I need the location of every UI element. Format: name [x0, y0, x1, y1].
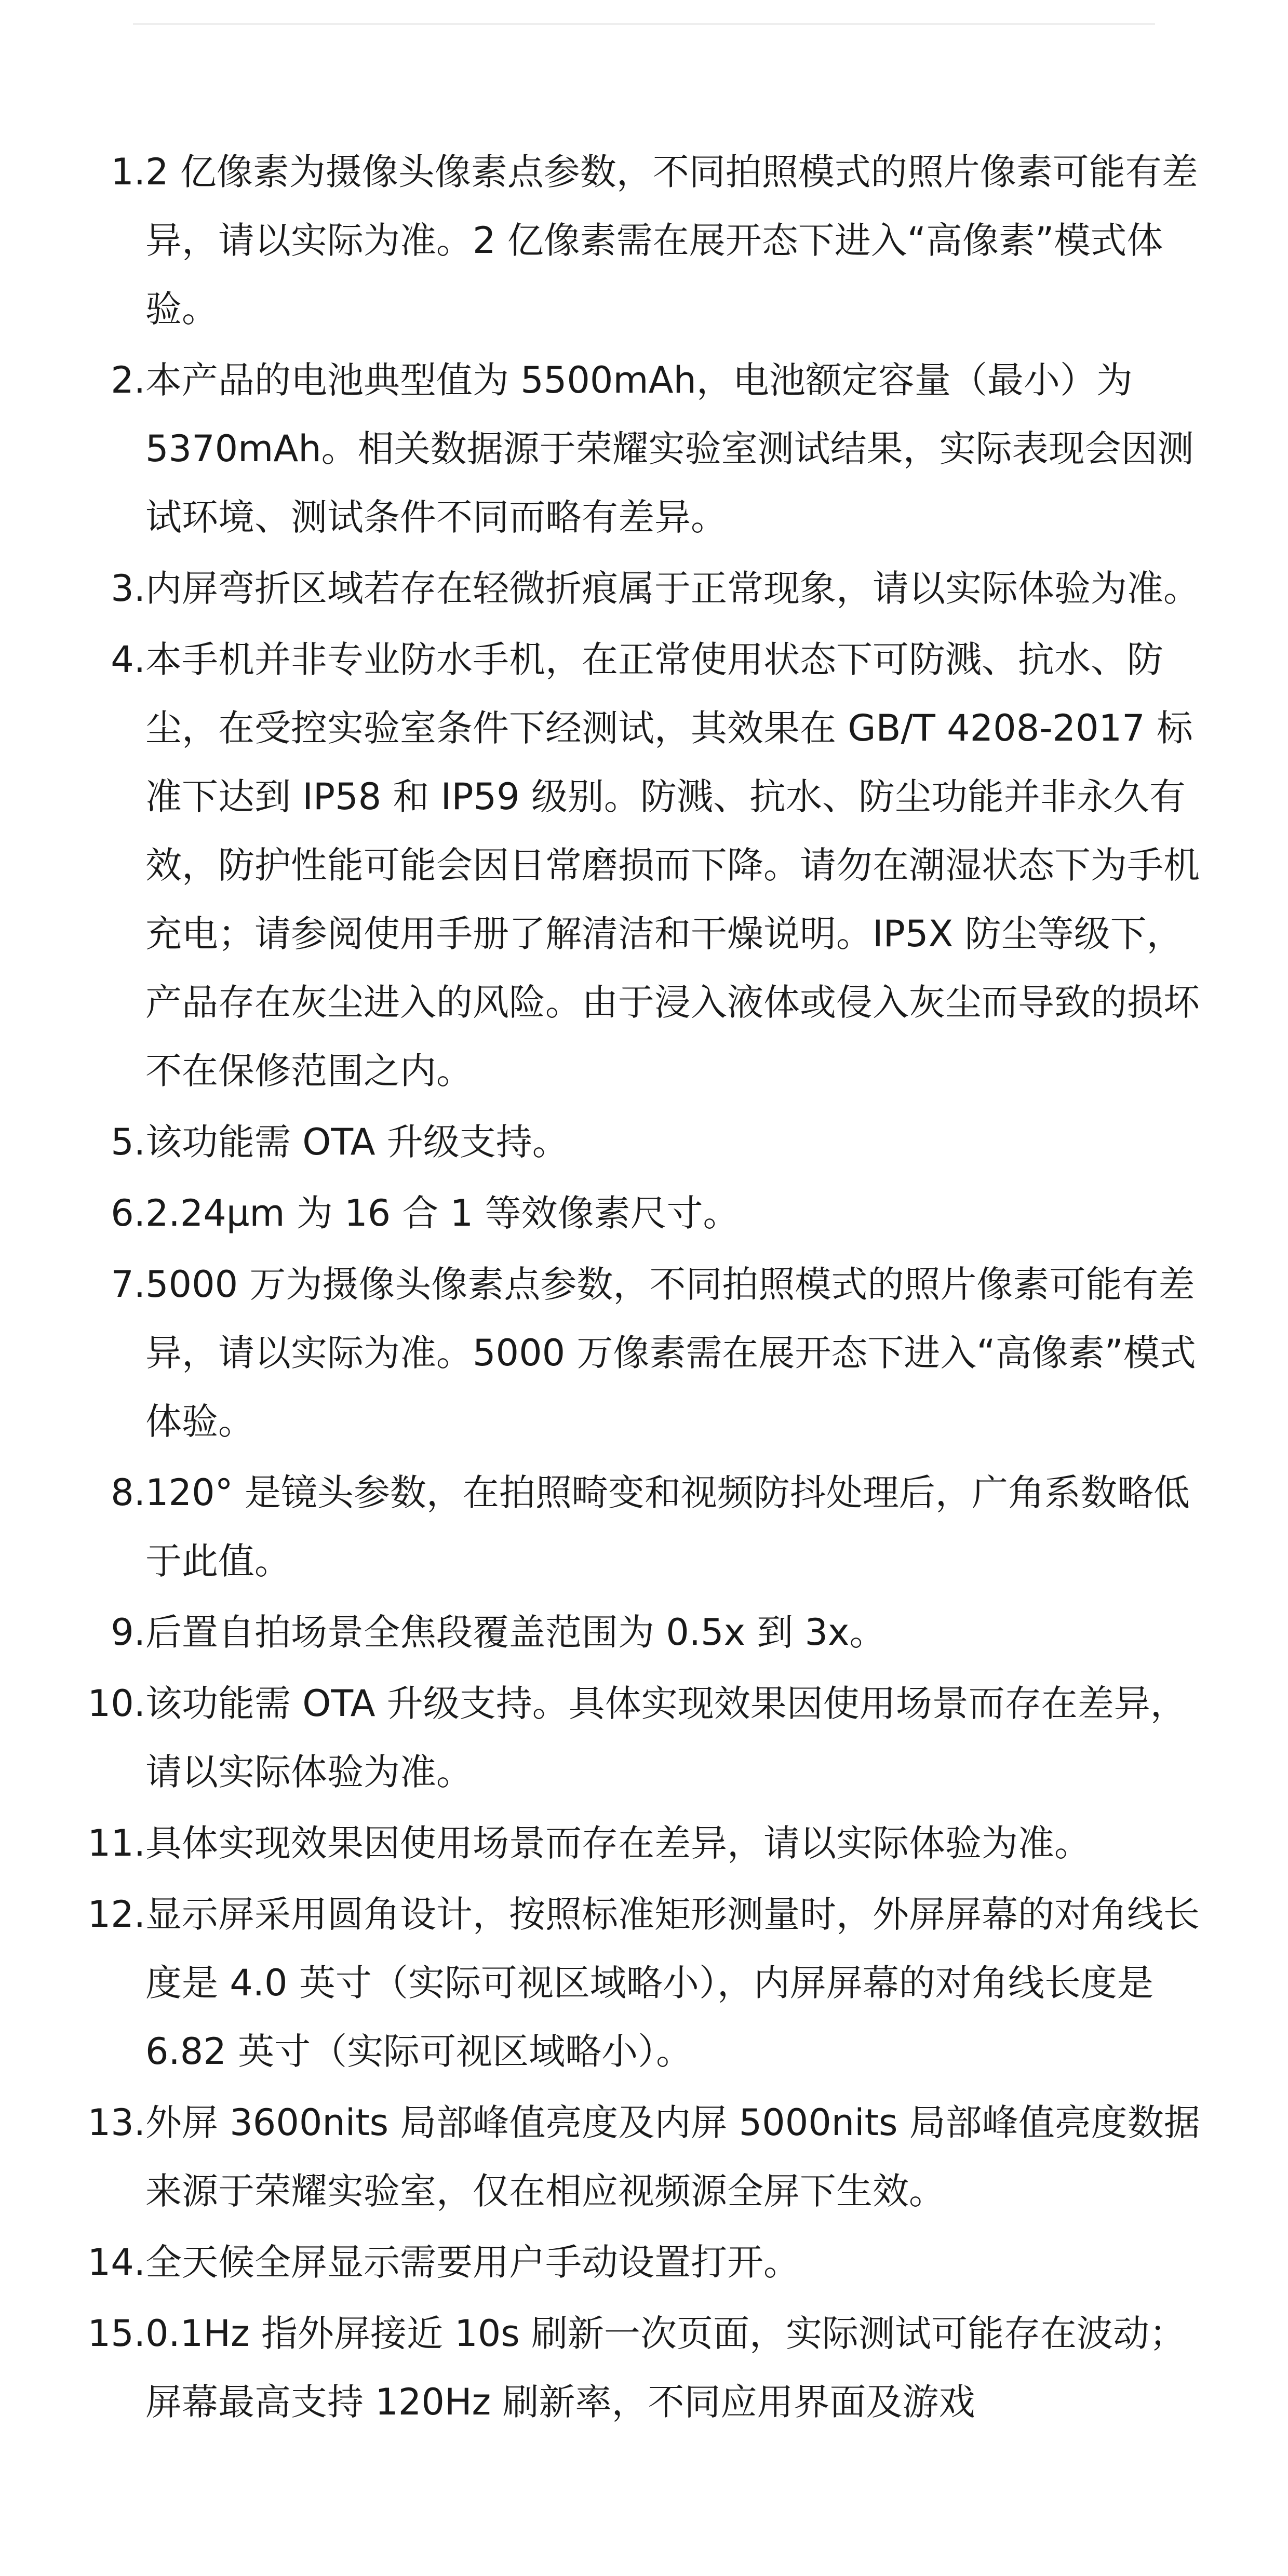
footnote-item	[0, 1809, 1288, 1877]
footnote-item	[0, 1179, 1288, 1247]
footnote-text: 后置自拍场景全焦段覆盖范围为 0.5x 到 3x。	[145, 1611, 886, 1654]
footnote-text: 2 亿像素为摄像头像素点参数，不同拍照模式的照片像素可能有差异，请以实际为准。2 亿像素需在展开态下进入“高像素”模式体验。	[145, 151, 1198, 330]
footnotes-list	[0, 138, 1288, 2439]
footnote-number: 13.	[87, 2101, 145, 2144]
footnote-item	[0, 1250, 1288, 1456]
footnote-item	[0, 1108, 1288, 1176]
footnote-item	[0, 1880, 1288, 2086]
footnote-text: 0.1Hz 指外屏接近 10s 刷新一次页面，实际测试可能存在波动；屏幕最高支持 120Hz 刷新率，不同应用界面及游戏	[145, 2312, 1186, 2423]
footnote-item	[0, 2088, 1288, 2225]
footnote-number: 6.	[111, 1192, 145, 1235]
footnote-item	[0, 625, 1288, 1105]
footnote-number: 7.	[111, 1263, 145, 1306]
footnote-number: 10.	[87, 1682, 145, 1725]
footnote-text: 本手机并非专业防水手机，在正常使用状态下可防溅、抗水、防尘，在受控实验室条件下经测试，其效果在 GB/T 4208-2017 标准下达到 IP58 和 IP59 级别。防溅、抗水、防尘功能并非永久有效，防护性能可能会因日常磨损而下降。请勿在潮湿状态下为手机充电；请参阅使用手册了解清洁和干燥说明。IP5X 防尘等级下，产品存在灰尘进入的风险。由于浸入液体或侵入灰尘而导致的损坏不在保修范围之内。	[145, 638, 1200, 1092]
footnote-number: 3.	[111, 567, 145, 610]
footnote-text: 本产品的电池典型值为 5500mAh，电池额定容量（最小）为 5370mAh。相关数据源于荣耀实验室测试结果，实际表现会因测试环境、测试条件不同而略有差异。	[145, 359, 1194, 539]
top-divider	[133, 23, 1155, 25]
footnote-number: 1.	[111, 151, 145, 193]
footnote-number: 9.	[111, 1611, 145, 1654]
footnote-text: 全天候全屏显示需要用户手动设置打开。	[145, 2241, 800, 2284]
footnote-number: 14.	[87, 2241, 145, 2284]
footnote-text: 具体实现效果因使用场景而存在差异，请以实际体验为准。	[145, 1822, 1091, 1864]
footnote-text: 该功能需 OTA 升级支持。具体实现效果因使用场景而存在差异，请以实际体验为准。	[145, 1682, 1187, 1793]
footnote-number: 2.	[111, 359, 145, 401]
footnote-number: 11.	[87, 1822, 145, 1864]
footnote-item	[0, 1598, 1288, 1667]
footnote-item	[0, 1458, 1288, 1595]
footnote-text: 120° 是镜头参数，在拍照畸变和视频防抖处理后，广角系数略低于此值。	[145, 1471, 1190, 1582]
footnote-number: 5.	[111, 1121, 145, 1163]
footnote-item	[0, 2299, 1288, 2436]
footnote-text: 外屏 3600nits 局部峰值亮度及内屏 5000nits 局部峰值亮度数据来源于荣耀实验室，仅在相应视频源全屏下生效。	[145, 2101, 1200, 2212]
footnote-item	[0, 554, 1288, 623]
footnote-text: 显示屏采用圆角设计，按照标准矩形测量时，外屏屏幕的对角线长度是 4.0 英寸（实际可视区域略小），内屏屏幕的对角线长度是 6.82 英寸（实际可视区域略小）。	[145, 1893, 1200, 2073]
footnote-text: 内屏弯折区域若存在轻微折痕属于正常现象，请以实际体验为准。	[145, 567, 1200, 610]
footnote-text: 该功能需 OTA 升级支持。	[145, 1121, 569, 1163]
footnote-text: 2.24μm 为 16 合 1 等效像素尺寸。	[145, 1192, 740, 1235]
footnote-number: 8.	[111, 1471, 145, 1514]
footnote-number: 15.	[87, 2312, 145, 2355]
footnote-text: 5000 万为摄像头像素点参数，不同拍照模式的照片像素可能有差异，请以实际为准。5000 万像素需在展开态下进入“高像素”模式体验。	[145, 1263, 1196, 1443]
footnote-item	[0, 346, 1288, 552]
footnote-number: 4.	[111, 638, 145, 681]
footnote-item	[0, 138, 1288, 343]
footnote-item	[0, 2228, 1288, 2297]
footnote-number: 12.	[87, 1893, 145, 1936]
footnote-item	[0, 1669, 1288, 1806]
